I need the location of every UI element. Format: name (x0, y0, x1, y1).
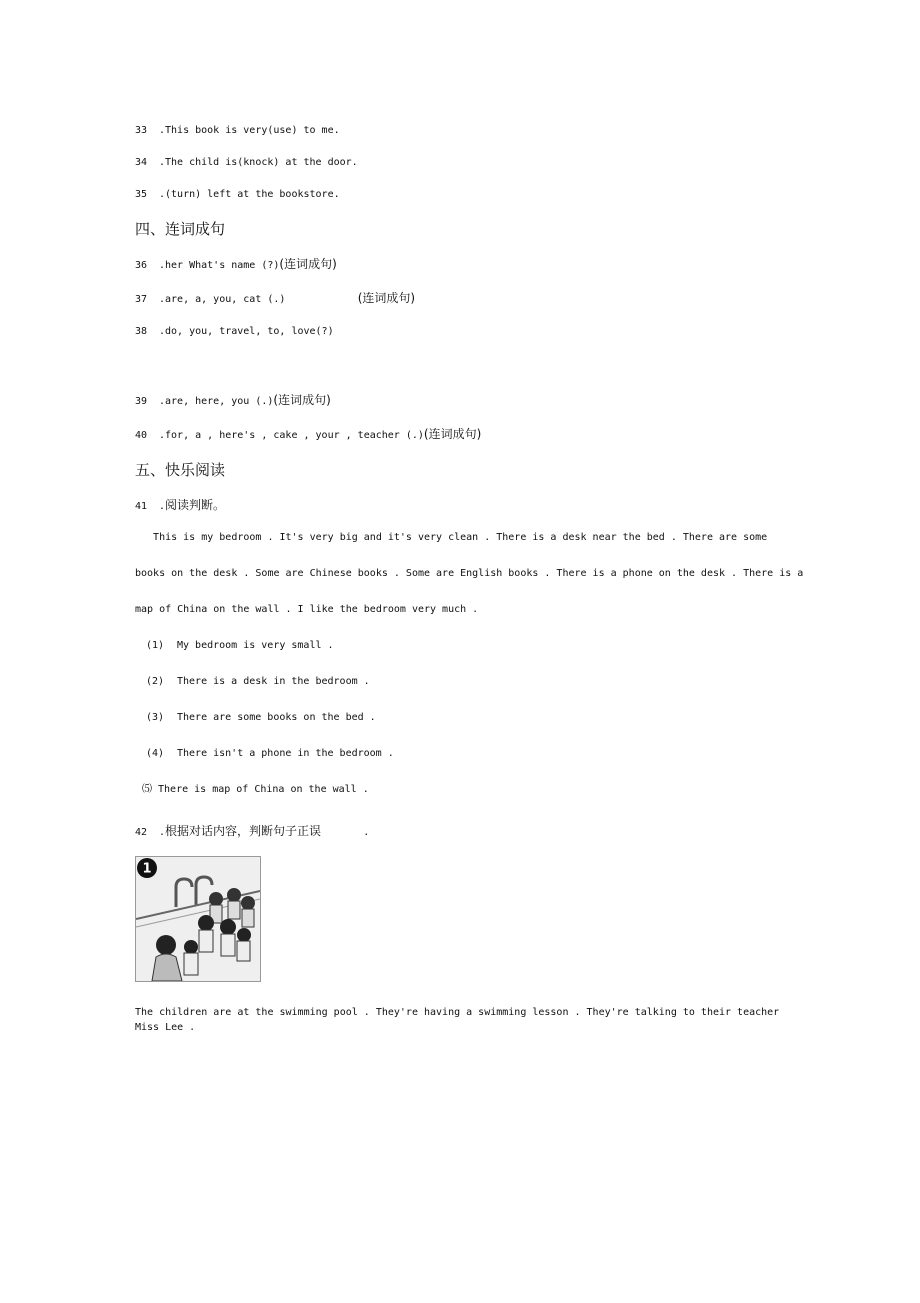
judgement-item-4 (146, 747, 394, 761)
question-number: 38 (135, 326, 148, 337)
question-number: 37 (135, 294, 148, 305)
item-text: My bedroom is very small . (177, 640, 334, 651)
question-text: .This book is very(use) to me. (159, 125, 340, 136)
caption-line-1: The children are at the swimming pool . They're having a swimming lesson . They're talking to their teacher (135, 1007, 780, 1018)
item-number: (1) (146, 640, 165, 651)
judgement-item-1 (146, 639, 334, 653)
item-number: (3) (146, 712, 165, 723)
caption-line-2: Miss Lee . (135, 1022, 196, 1033)
passage-line-2: books on the desk . Some are Chinese books . Some are English books . There is a phone on the desk . There is a (135, 568, 804, 579)
question-number: 35 (135, 189, 148, 200)
item-text: There are some books on the bed . (177, 712, 376, 723)
question-title: 阅读判断。 (165, 498, 226, 512)
section-4-heading: 四、连词成句 (135, 220, 226, 238)
picture-badge-number: 1 (142, 861, 152, 877)
question-tag: (连词成句) (273, 393, 331, 407)
question-35 (135, 188, 340, 202)
question-tag: (连词成句) (357, 291, 416, 305)
swimming-pool-drawing (136, 857, 260, 981)
question-tag: (连词成句) (279, 257, 337, 271)
question-number: 42 (135, 827, 148, 838)
question-number: 40 (135, 430, 148, 441)
question-text: .are, a, you, cat (.) (159, 294, 358, 305)
passage-line-3: map of China on the wall . I like the bedroom very much . (135, 604, 479, 615)
question-prefix: . (159, 501, 166, 512)
question-33 (135, 124, 340, 138)
question-number: 34 (135, 157, 148, 168)
item-text: There isn't a phone in the bedroom . (177, 748, 394, 759)
question-text: .(turn) left at the bookstore. (159, 189, 340, 200)
question-38 (135, 325, 334, 339)
item-number: (4) (146, 748, 165, 759)
judgement-item-5: ⑸ There is map of China on the wall . (142, 784, 369, 795)
question-text: .do, you, travel, to, love(?) (159, 326, 334, 337)
question-42 (135, 824, 369, 840)
item-text: There is a desk in the bedroom . (177, 676, 370, 687)
judgement-item-3 (146, 711, 376, 725)
swimming-pool-illustration (135, 856, 261, 982)
question-40 (135, 427, 481, 443)
question-suffix: . (321, 827, 370, 838)
judgement-item-2 (146, 675, 370, 689)
question-36 (135, 257, 337, 273)
section-5-heading: 五、快乐阅读 (135, 461, 226, 479)
question-tag: (连词成句) (423, 427, 482, 441)
passage-line-1: This is my bedroom . It's very big and it's very clean . There is a desk near the bed . There are some (135, 532, 768, 543)
question-number: 36 (135, 260, 148, 271)
question-prefix: . (159, 827, 166, 838)
question-text: .her What's name (?) (159, 260, 280, 271)
question-number: 33 (135, 125, 148, 136)
question-39 (135, 393, 331, 409)
question-37 (135, 291, 415, 307)
question-text: .are, here, you (.) (159, 396, 274, 407)
question-number: 39 (135, 396, 148, 407)
question-41 (135, 498, 225, 514)
question-number: 41 (135, 501, 148, 512)
question-text: .The child is(knock) at the door. (159, 157, 358, 168)
question-text: .for, a , here's , cake , your , teacher (.) (159, 430, 424, 441)
question-title: 根据对话内容，判断句子正误 (165, 824, 322, 838)
item-number: (2) (146, 676, 165, 687)
question-34 (135, 156, 358, 170)
